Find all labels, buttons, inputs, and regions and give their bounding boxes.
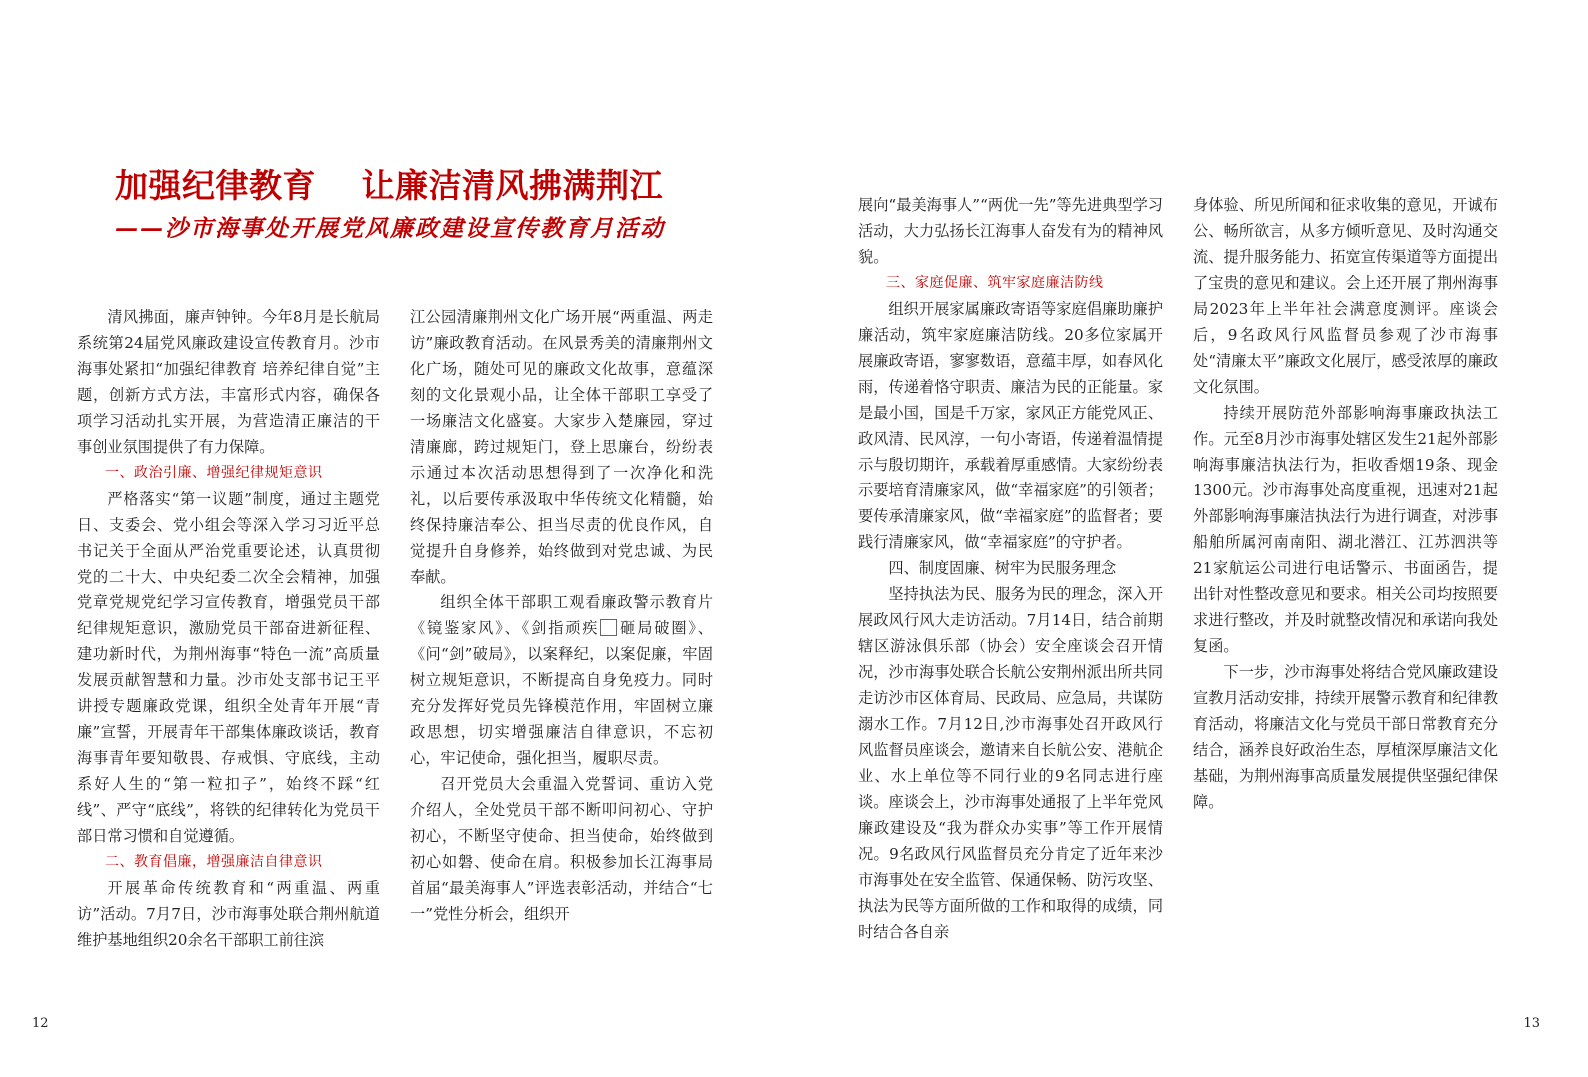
paragraph: 组织开展家属廉政寄语等家庭倡廉助廉护廉活动，筑牢家庭廉洁防线。20多位家属开展廉政寄语，寥寥数语，意蕴丰厚，如春风化雨，传递着恪守职责、廉洁为民的正能量。家是最小国，国是千万家，家风正方能党风正、政风清、民风淳，一句小寄语，传递着温情提示与殷切期许，承载着厚重感情。大家纷纷表示要培育清廉家风，做“幸福家庭”的引领者；要传承清廉家风，做“幸福家庭”的监督者；要践行清廉家风，做“幸福家庭”的守护者。	[858, 299, 1163, 552]
page-number-left: 12	[32, 1016, 49, 1031]
paragraph: 召开党员大会重温入党誓词、重访入党介绍人，全处党员干部不断叩问初心、守护初心，不断坚守使命、担当使命，始终做到初心如磐、使命在肩。积极参加长江海事局首届“最美海事人”评选表彰活动，并结合“七一”党性分析会，组织开	[410, 775, 713, 923]
paragraph-part: 组织全体干部职工观看廉政警示教育片《镜鉴家风》、《剑指顽疾	[410, 593, 713, 638]
text-column-4	[1193, 193, 1498, 816]
paragraph: 坚持执法为民、服务为民的理念，深入开展政风行风大走访活动。7月14日，结合前期辖区游泳俱乐部（协会）安全座谈会召开情况，沙市海事处联合长航公安荆州派出所共同走访沙市区体育局、民政局、应急局，共谋防溺水工作。7月12日,沙市海事处召开政风行风监督员座谈会，邀请来自长航公安、港航企业、水上单位等不同行业的9名同志进行座谈。座谈会上，沙市海事处通报了上半年党风廉政建设及“我为群众办实事”等工作开展情况。9名政风行风监督员充分肯定了近年来沙市海事处在安全监管、保通保畅、防污攻坚、执法为民等方面所做的工作和取得的成绩，同时结合各自亲	[858, 585, 1163, 941]
text-column-1	[77, 305, 380, 954]
article-subtitle: ——沙市海事处开展党风廉政建设宣传教育月活动	[115, 215, 665, 242]
paragraph-continued: 江公园清廉荆州文化广场开展“两重温、两走访”廉政教育活动。在风景秀美的清廉荆州文化广场，随处可见的廉政文化故事，意蕴深刻的文化景观小品，让全体干部职工享受了一场廉洁文化盛宴。大家步入楚廉园，穿过清廉廊，跨过规矩门，登上思廉台，纷纷表示通过本次活动思想得到了一次净化和洗礼，以后要传承汲取中华传统文化精髓，始终保持廉洁奉公、担当尽责的优良作风，自觉提升自身修养，始终做到对党忠诚、为民奉献。	[410, 308, 713, 586]
paragraph: 严格落实“第一议题”制度，通过主题党日、支委会、党小组会等深入学习习近平总书记关于全面从严治党重要论述，认真贯彻党的二十大、中央纪委二次全会精神，加强党章党规党纪学习宣传教育，增强党员干部纪律规矩意识，激励党员干部奋进新征程、建功新时代，为荆州海事“特色一流”高质量发展贡献智慧和力量。沙市处支部书记王平讲授专题廉政党课，组织全处青年开展“青廉”宣誓，开展青年干部集体廉政谈话，教育海事青年要知敬畏、存戒惧、守底线，主动系好人生的“第一粒扣子”，始终不踩“红线”、严守“底线”，将铁的纪律转化为党员干部日常习惯和自觉遵循。	[77, 489, 380, 846]
paragraph: 开展革命传统教育和“两重温、两重访”活动。7月7日，沙市海事处联合荆州航道维护基地组织20余名干部职工前往滨	[77, 878, 380, 949]
paragraph-intro: 清风拂面，廉声钟钟。今年8月是长航局系统第24届党风廉政建设宣传教育月。沙市海事处紧扣“加强纪律教育 培养纪律自觉”主题，创新方式方法，丰富形式内容，确保各项学习活动扎实开展，为营造清正廉洁的干事创业氛围提供了有力保障。	[77, 308, 380, 456]
paragraph-closing: 下一步，沙市海事处将结合党风廉政建设宣教月活动安排，持续开展警示教育和纪律教育活动，将廉洁文化与党员干部日常教育充分结合，涵养良好政治生态，厚植深厚廉洁文化基础，为荆州海事高质量发展提供坚强纪律保障。	[1193, 663, 1498, 811]
paragraph-continued: 身体验、所见所闻和征求收集的意见，开诚布公、畅所欲言，从多方倾听意见、及时沟通交流、提升服务能力、拓宽宣传渠道等方面提出了宝贵的意见和建议。会上还开展了荆州海事局2023年上半年社会满意度测评。座谈会后，9名政风行风监督员参观了沙市海事处“清廉太平”廉政文化展厅，感受浓厚的廉政文化氛围。	[1193, 196, 1498, 396]
text-column-2	[410, 305, 713, 928]
section-heading-1: 一、政治引廉、增强纪律规矩意识	[105, 464, 323, 481]
paragraph: 持续开展防范外部影响海事廉政执法工作。元至8月沙市海事处辖区发生21起外部影响海事廉洁执法行为，拒收香烟19条、现金1300元。沙市海事处高度重视，迅速对21起外部影响海事廉洁执法行为进行调查，对涉事船舶所属河南南阳、湖北潜江、江苏泗洪等21家航运公司进行电话警示、书面函告，提出针对性整改意见和要求。相关公司均按照要求进行整改，并及时就整改情况和承诺向我处复函。	[1193, 403, 1498, 656]
paragraph	[410, 590, 713, 772]
paragraph-continued: 展向“最美海事人”“两优一先”等先进典型学习活动，大力弘扬长江海事人奋发有为的精神风貌。	[858, 196, 1163, 266]
page-number-right: 13	[1523, 1016, 1540, 1031]
section-heading-4: 四、制度固廉、树牢为民服务理念	[888, 559, 1117, 578]
section-heading-2: 二、教育倡廉，增强廉洁自律意识	[105, 854, 323, 871]
paragraph-part: 砸局破圈》、《问“剑”破局》，以案释纪，以案促廉，牢固树立规矩意识，不断提高自身免疫力。同时充分发挥好党员先锋模范作用，牢固树立廉政思想，切实增强廉洁自律意识，不忘初心，牢记使命，强化担当，履职尽责。	[410, 619, 713, 768]
section-heading-3: 三、家庭促廉、筑牢家庭廉洁防线	[886, 274, 1104, 291]
text-column-3	[858, 193, 1163, 946]
missing-glyph-box-icon	[600, 619, 617, 636]
article-title: 加强纪律教育 让廉洁清风拂满荆江	[115, 166, 663, 205]
